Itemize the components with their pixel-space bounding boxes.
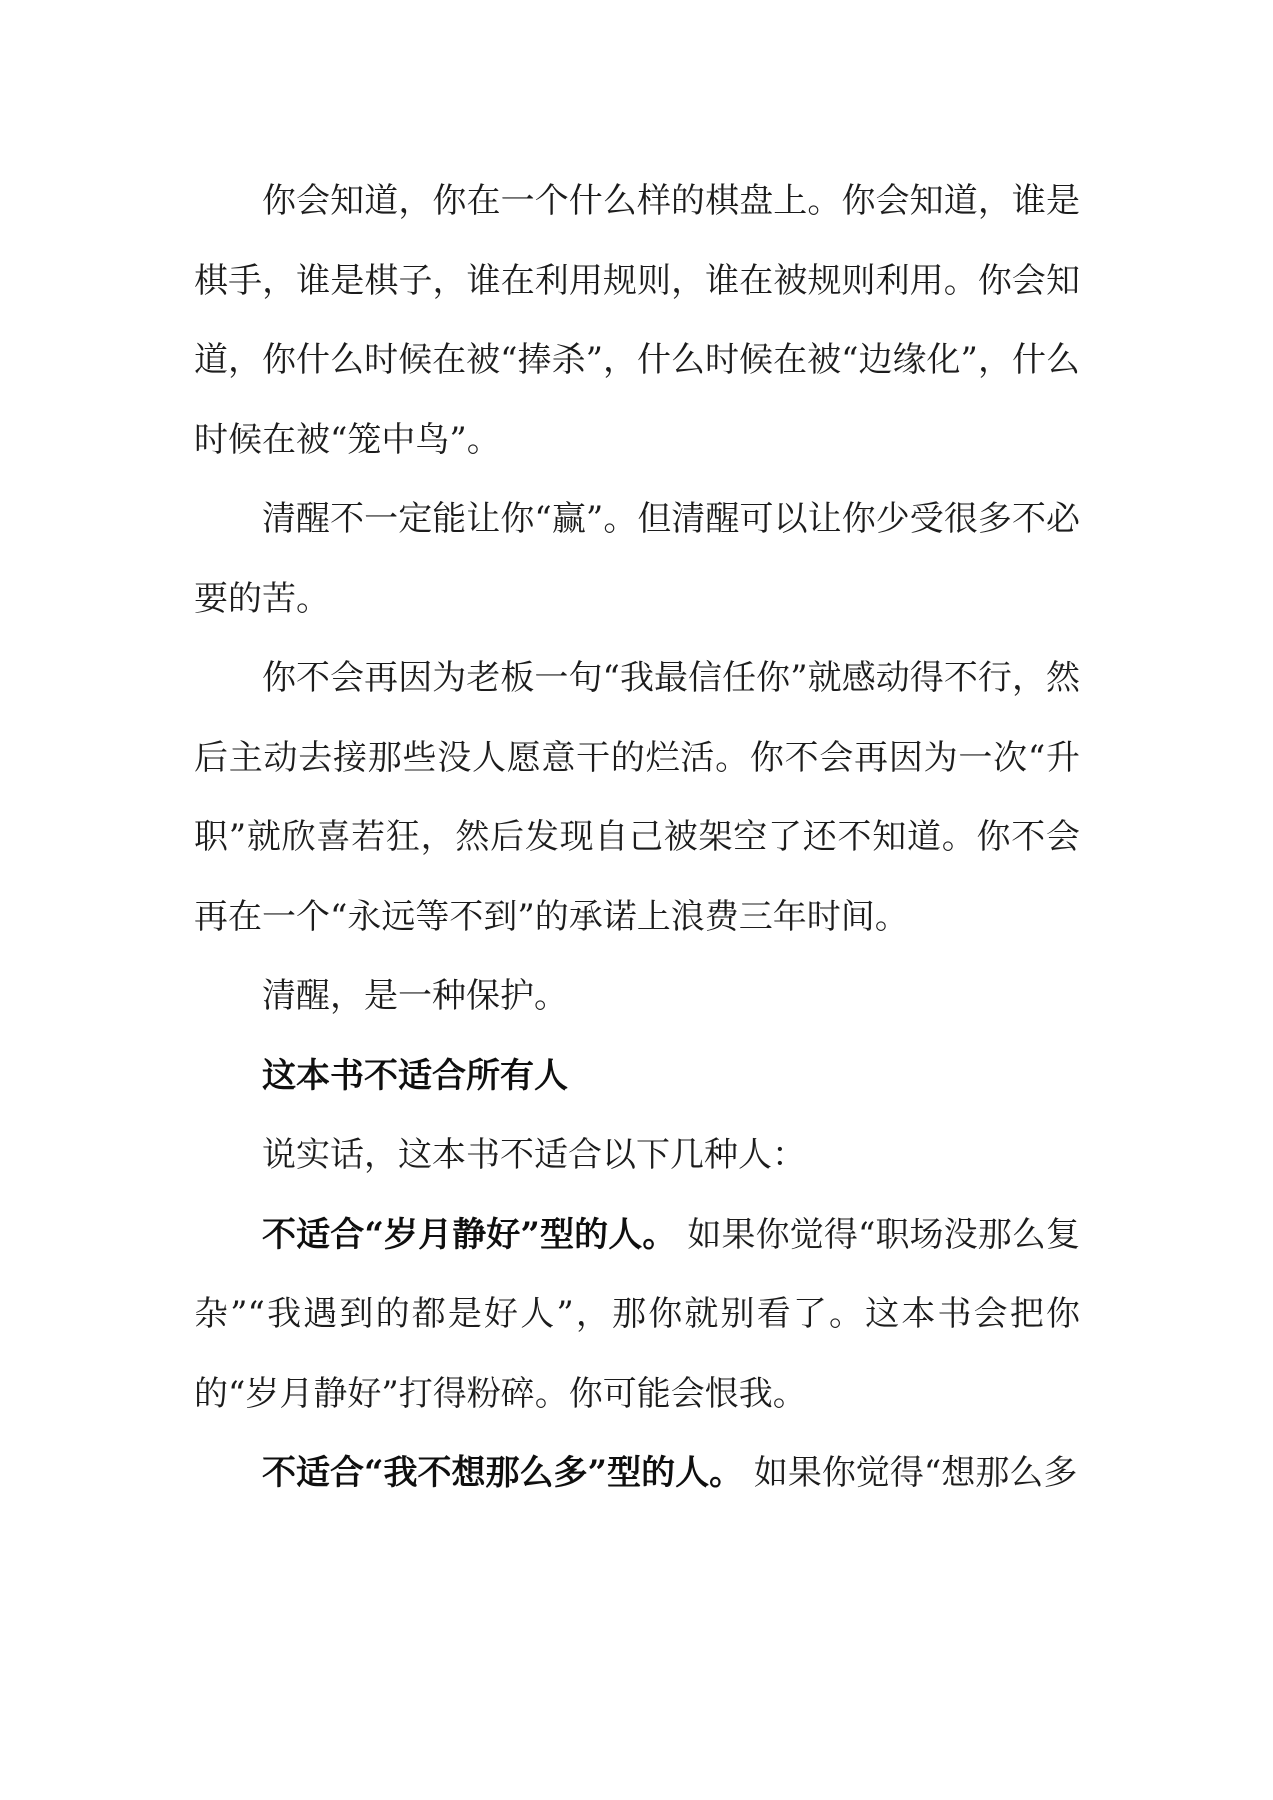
body-paragraph: 你不会再因为老板一句“我最信任你”就感动得不行，然后主动去接那些没人愿意干的烂活。你不会再因为一次“升职”就欣喜若狂，然后发现自己被架空了还不知道。你不会再在一个“永远等不到”的承诺上浪费三年时间。 xyxy=(194,658,1080,937)
list-item xyxy=(194,1434,1080,1514)
body-paragraph: 清醒不一定能让你“赢”。但清醒可以让你少受很多不必要的苦。 xyxy=(194,499,1080,619)
document-page xyxy=(194,162,1080,1514)
section-heading: 这本书不适合所有人 xyxy=(262,1055,568,1096)
item-text: 如果你觉得“职场没那么复杂”“我遇到的都是好人”，那你就别看了。这本书会把你的“岁月静好”打得粉碎。你可能会恨我。 xyxy=(194,1214,1080,1414)
body-paragraph: 清醒，是一种保护。 xyxy=(262,976,568,1016)
item-title: 不适合“岁月静好”型的人。 xyxy=(262,1214,677,1255)
body-paragraph: 你会知道，你在一个什么样的棋盘上。你会知道，谁是棋手，谁是棋子，谁在利用规则，谁在被规则利用。你会知道，你什么时候在被“捧杀”，什么时候在被“边缘化”，什么时候在被“笼中鸟”。 xyxy=(194,181,1080,460)
list-item xyxy=(194,1196,1080,1435)
item-text: 如果你觉得“想那么多 xyxy=(743,1453,1078,1493)
intro-paragraph: 说实话，这本书不适合以下几种人： xyxy=(262,1135,806,1175)
item-title: 不适合“我不想那么多”型的人。 xyxy=(262,1453,744,1493)
